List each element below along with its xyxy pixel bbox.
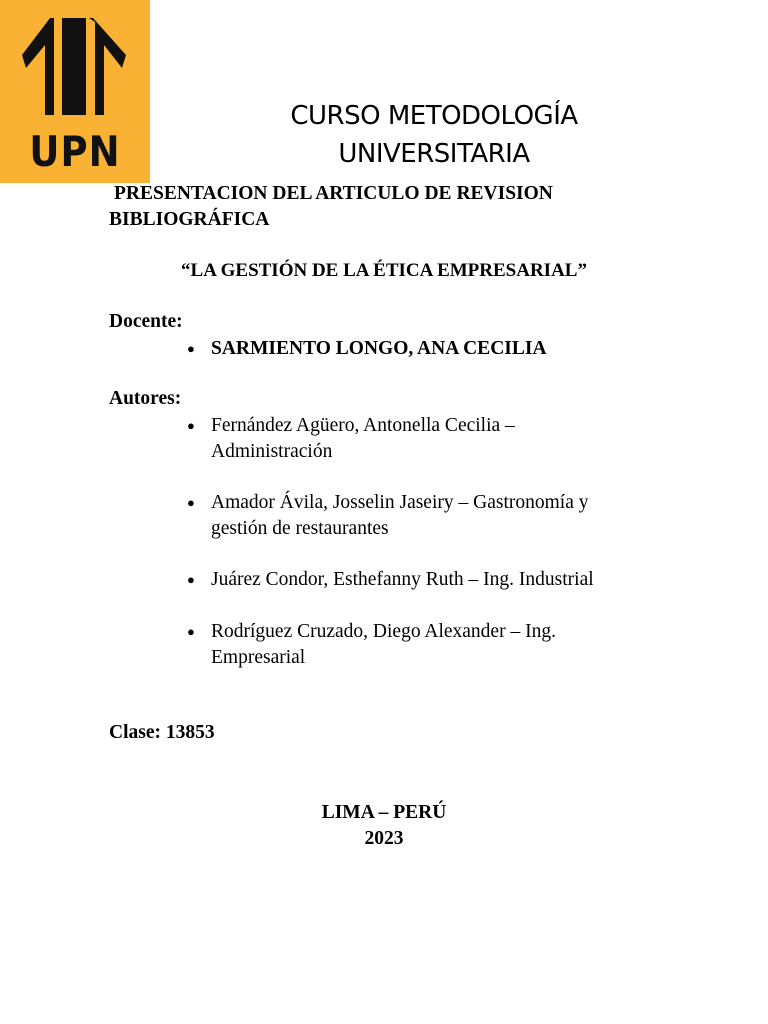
bullet-icon: ● (187, 495, 195, 510)
author-text (211, 567, 631, 593)
autores-label: Autores: (109, 388, 182, 409)
course-title (268, 97, 600, 173)
author-text (211, 619, 631, 670)
docente-item (187, 336, 631, 362)
bullet-icon: ● (187, 572, 195, 587)
article-title: “LA GESTIÓN DE LA ÉTICA EMPRESARIAL” (181, 260, 587, 281)
author-line-2: Empresarial (211, 646, 306, 668)
presentation-line-2: BIBLIOGRÁFICA (109, 209, 270, 230)
bullet-icon: ● (187, 418, 195, 433)
upn-logo-text: UPN (29, 128, 121, 177)
course-title-line-2: UNIVERSITARIA (338, 139, 530, 169)
author-text (211, 413, 631, 464)
author-item (187, 413, 631, 464)
author-line-2: Administración (211, 440, 333, 462)
course-title-line-1: CURSO METODOLOGÍA (290, 101, 578, 131)
author-text (211, 490, 631, 541)
author-item (187, 567, 631, 593)
bullet-icon: ● (187, 624, 195, 639)
author-item (187, 619, 631, 670)
year: 2023 (364, 828, 404, 849)
author-line-2: gestión de restaurantes (211, 517, 389, 539)
upn-logo (0, 0, 150, 183)
city: LIMA – PERÚ (321, 802, 447, 823)
author-line-1: Rodríguez Cruzado, Diego Alexander – Ing. (211, 621, 556, 642)
place-and-year (0, 800, 768, 852)
docente-label: Docente: (109, 311, 183, 332)
author-item (187, 490, 631, 541)
author-line-1: Amador Ávila, Josselin Jaseiry – Gastronomía y (211, 492, 589, 513)
presentation-heading (109, 181, 553, 233)
bullet-icon: ● (187, 341, 195, 356)
presentation-line-1: PRESENTACION DEL ARTICULO DE REVISION (114, 183, 553, 204)
author-line-1: Juárez Condor, Esthefanny Ruth – Ing. Industrial (211, 569, 594, 590)
author-line-1: Fernández Agüero, Antonella Cecilia – (211, 415, 515, 436)
docente-name: SARMIENTO LONGO, ANA CECILIA (211, 338, 547, 359)
class-code: Clase: 13853 (109, 722, 215, 743)
